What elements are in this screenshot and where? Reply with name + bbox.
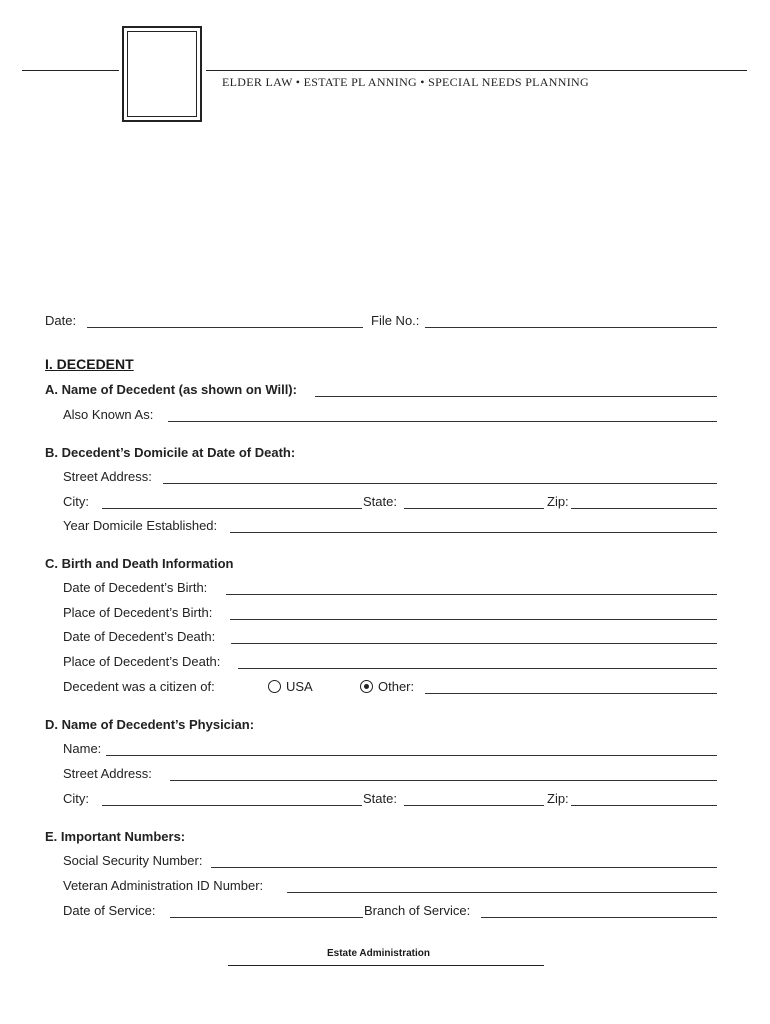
physician-name-field[interactable] <box>106 755 717 756</box>
physician-name-label: Name: <box>63 741 102 756</box>
va-id-label: Veteran Administration ID Number: <box>63 878 264 893</box>
street-address-label: Street Address: <box>63 469 152 484</box>
physician-state-field[interactable] <box>404 805 544 806</box>
city-label: City: <box>63 494 89 509</box>
physician-street-label: Street Address: <box>63 766 152 781</box>
important-numbers-label: E. Important Numbers: <box>45 829 186 844</box>
decedent-name-field[interactable] <box>315 396 717 397</box>
ssn-field[interactable] <box>211 867 717 868</box>
file-number-field[interactable] <box>425 327 717 328</box>
logo-frame-inner <box>127 31 197 117</box>
street-address-field[interactable] <box>163 483 717 484</box>
va-id-field[interactable] <box>287 892 717 893</box>
footer-title: Estate Administration <box>327 948 430 959</box>
usa-radio[interactable] <box>268 680 281 693</box>
physician-city-label: City: <box>63 791 89 806</box>
firm-tagline: ELDER LAW • ESTATE PL ANNING • SPECIAL NEEDS PLANNING <box>222 75 589 89</box>
death-date-label: Date of Decedent’s Death: <box>63 629 216 644</box>
aka-label: Also Known As: <box>63 407 154 422</box>
other-radio[interactable] <box>360 680 373 693</box>
header-rule-right <box>206 70 747 71</box>
death-place-field[interactable] <box>238 668 717 669</box>
service-date-field[interactable] <box>170 917 363 918</box>
birth-date-field[interactable] <box>226 594 717 595</box>
date-label: Date: <box>45 313 77 328</box>
physician-zip-field[interactable] <box>571 805 717 806</box>
city-field[interactable] <box>102 508 362 509</box>
ssn-label: Social Security Number: <box>63 853 203 868</box>
birth-date-label: Date of Decedent’s Birth: <box>63 580 208 595</box>
branch-field[interactable] <box>481 917 717 918</box>
branch-label: Branch of Service: <box>364 903 471 918</box>
zip-label: Zip: <box>547 494 569 509</box>
death-place-label: Place of Decedent’s Death: <box>63 654 221 669</box>
year-domicile-label: Year Domicile Established: <box>63 518 218 533</box>
birth-death-label: C. Birth and Death Information <box>45 556 234 571</box>
year-domicile-field[interactable] <box>230 532 717 533</box>
physician-state-label: State: <box>363 791 397 806</box>
zip-field[interactable] <box>571 508 717 509</box>
header-rule-left <box>22 70 119 71</box>
physician-street-field[interactable] <box>170 780 717 781</box>
date-field[interactable] <box>87 327 363 328</box>
physician-zip-label: Zip: <box>547 791 569 806</box>
birth-place-field[interactable] <box>230 619 717 620</box>
other-citizenship-field[interactable] <box>425 693 717 694</box>
domicile-label: B. Decedent’s Domicile at Date of Death: <box>45 445 296 460</box>
birth-place-label: Place of Decedent’s Birth: <box>63 605 213 620</box>
other-label: Other: <box>378 679 415 694</box>
state-field[interactable] <box>404 508 544 509</box>
state-label: State: <box>363 494 397 509</box>
physician-city-field[interactable] <box>102 805 362 806</box>
service-date-label: Date of Service: <box>63 903 156 918</box>
usa-label: USA <box>286 679 313 694</box>
citizenship-label: Decedent was a citizen of: <box>63 679 215 694</box>
footer-rule <box>228 965 544 966</box>
section-title-decedent: I. DECEDENT <box>45 356 134 372</box>
decedent-name-label: A. Name of Decedent (as shown on Will): <box>45 382 297 397</box>
physician-label: D. Name of Decedent’s Physician: <box>45 717 255 732</box>
death-date-field[interactable] <box>231 643 717 644</box>
aka-field[interactable] <box>168 421 717 422</box>
file-number-label: File No.: <box>371 313 420 328</box>
